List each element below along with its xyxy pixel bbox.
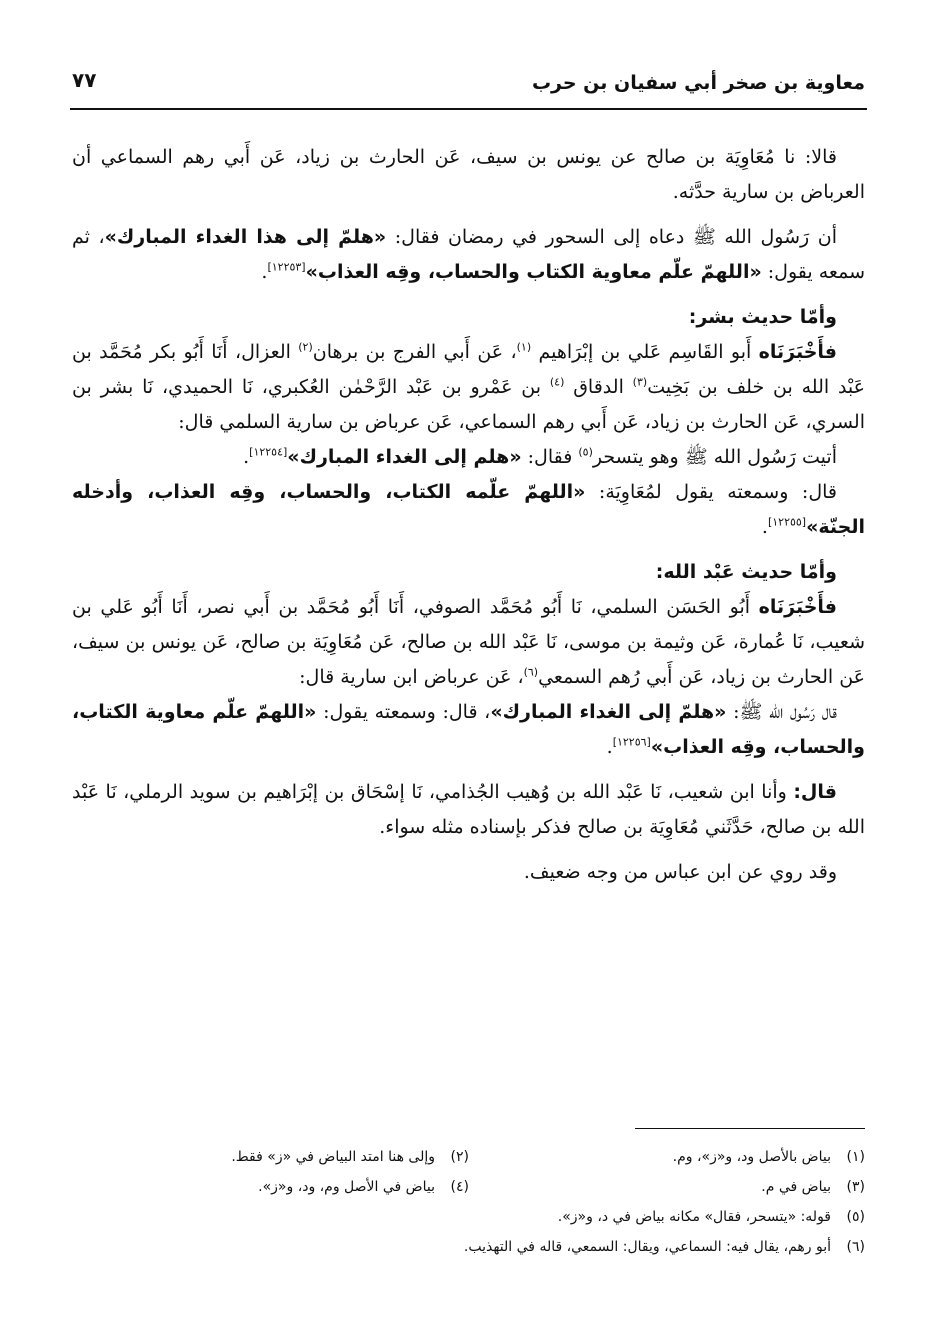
text-segment: بن عَمْرو بن عَبْد الرَّحْمٰن العُكبري، نَا الحميدي، نَا بشر بن السري، عَن الحارث بن زياد، عَن أَبي رهم السماعي، عَن عرباض بن سارية السلمي قال: — [72, 376, 865, 433]
footnote-row — [72, 1202, 865, 1232]
page-number: ٧٧ — [72, 68, 97, 92]
footnote-text: قوله: «يتسحر، فقال» مكانه بياض في د، و«ز». — [557, 1209, 831, 1225]
spacer — [72, 290, 865, 300]
isnad-lead: فأَخْبَرَنَاه — [758, 596, 837, 618]
text-segment: قال: وسمعته يقول لمُعَاوِيَة: — [585, 481, 837, 503]
paragraph-6 — [72, 590, 865, 695]
footnote-4 — [73, 1179, 469, 1195]
text-segment: أن رَسُول الله ﷺ دعاه إلى السحور في رمضان فقال: — [386, 226, 837, 248]
footnote-number: (٢) — [450, 1149, 469, 1165]
paragraph-9: وقد روي عن ابن عباس من وجه ضعيف. — [523, 861, 837, 883]
text-segment: ، عَن عرباض ابن سارية قال: — [299, 666, 524, 688]
footnote-marker: (٣) — [632, 375, 648, 389]
paragraph-3 — [72, 335, 865, 440]
hadith-reference: [١٢٢٥٤] — [249, 445, 288, 459]
footnote-2 — [73, 1149, 469, 1165]
text-segment: ، ثم سمعه يقول: — [72, 226, 865, 283]
hadith-quote: «اللهمّ علّمه الكتاب، والحساب، وقِه العذاب، وأدخله الجنّة» — [72, 481, 865, 538]
footnote-row — [72, 1232, 865, 1262]
spacer — [72, 765, 865, 775]
paragraph-5 — [72, 475, 865, 545]
text-segment: ، عَن أَبي الفرج بن برهان — [312, 341, 517, 363]
hadith-quote: «هلمّ إلى هذا الغداء المبارك» — [104, 226, 387, 248]
paragraph-1: قالا: نا مُعَاوِيَة بن صالح عن يونس بن سيف، عَن الحارث بن زياد، عَن أَبي رهم السماعي أن العرباض بن سارية حدَّثه. — [72, 146, 865, 203]
isnad-lead: فأَخْبَرَنَاه — [758, 341, 837, 363]
footnote-row — [72, 1172, 865, 1202]
spacer — [72, 210, 865, 220]
footnotes — [72, 1142, 865, 1262]
hadith-reference: [١٢٢٥٣] — [267, 260, 306, 274]
text-segment: قال رَسُول الله ﷺ: — [726, 701, 837, 723]
text-segment: فقال: — [521, 446, 579, 468]
header-rule — [70, 108, 867, 110]
hadith-reference: [١٢٢٥٦] — [612, 735, 651, 749]
footnote-marker: (٦) — [523, 665, 539, 679]
footnote-number: (٣) — [846, 1179, 865, 1195]
paragraph-4 — [72, 440, 865, 475]
footnote-number: (٤) — [450, 1179, 469, 1195]
footnote-text: بياض في الأصل وم، ود، و«ز». — [258, 1179, 435, 1195]
footnote-number: (٦) — [846, 1239, 865, 1255]
text-segment: . — [261, 261, 268, 283]
footnote-marker: (١) — [516, 340, 532, 354]
footnote-marker: (٥) — [578, 445, 593, 459]
running-title: معاوية بن صخر أبي سفيان بن حرب — [531, 72, 865, 94]
spacer — [72, 845, 865, 855]
footnote-number: (٥) — [846, 1209, 865, 1225]
footnote-5 — [558, 1209, 865, 1225]
section-heading-abdullah: وأمّا حديث عَبْد الله: — [655, 561, 837, 583]
text-segment: . — [243, 446, 250, 468]
main-text — [72, 140, 865, 890]
text-segment: أَبو القَاسِم عَلي بن إبْرَاهيم — [531, 341, 759, 363]
footnote-text: بياض بالأصل ود، و«ز»، وم. — [672, 1149, 831, 1165]
spacer — [72, 545, 865, 555]
paragraph-7 — [72, 695, 865, 765]
text-segment: أَبُو الحَسَن السلمي، نَا أَبُو مُحَمَّد الصوفي، أَنَا أَبُو مُحَمَّد بن أَبي نصر، أَنَا أَبُو عَلي بن شعيب، نَا عُمارة، عَن وثيمة بن موسى، نَا عَبْد الله بن صالح، عَن مُعَاوِيَة بن صالح، عَن يونس بن سيف، عَن الحارث بن زياد، عَن أَبي رُهم السمعي — [72, 596, 865, 688]
text-segment: الدقاق — [564, 376, 633, 398]
section-heading-bishr: وأمّا حديث بشر: — [688, 306, 837, 328]
footnote-text: وإلى هنا امتد البياض في «ز» فقط. — [231, 1149, 435, 1165]
footnote-rule — [635, 1128, 865, 1129]
footnote-1 — [469, 1149, 865, 1165]
footnote-marker: (٢) — [298, 340, 313, 354]
hadith-quote: «اللهمّ علّم معاوية الكتاب، والحساب، وقِه العذاب» — [72, 701, 865, 758]
footnote-3 — [469, 1179, 865, 1195]
footnote-row — [72, 1142, 865, 1172]
hadith-quote: «هلمّ إلى الغداء المبارك» — [490, 701, 727, 723]
hadith-quote: «هلم إلى الغداء المبارك» — [287, 446, 522, 468]
footnote-6 — [464, 1239, 865, 1255]
text-segment: أتيت رَسُول الله ﷺ وهو يتسحر — [592, 446, 837, 468]
text-segment: العزال، أَنَا أَبُو بكر مُحَمَّد بن عَبْد الله بن خلف بن بَخِيت — [72, 341, 866, 398]
hadith-reference: [١٢٢٥٥] — [767, 515, 807, 529]
footnote-number: (١) — [846, 1149, 865, 1165]
text-segment: ، قال: وسمعته يقول: — [316, 701, 491, 723]
text-segment: . — [761, 516, 768, 538]
footnote-text: أبو رهم، يقال فيه: السماعي، ويقال: السمعي، قاله في التهذيب. — [463, 1239, 831, 1255]
text-segment: . — [606, 736, 613, 758]
footnote-marker: (٤) — [549, 375, 565, 389]
footnote-text: بياض في م. — [761, 1179, 831, 1195]
paragraph-2 — [72, 220, 865, 290]
hadith-quote: «اللهمّ علّم معاوية الكتاب والحساب، وقِه العذاب» — [305, 261, 762, 283]
paragraph-8 — [72, 775, 865, 845]
text-segment: وأنا ابن شعيب، نَا عَبْد الله بن وُهيب الجُذامي، نَا إسْحَاق بن إبْرَاهيم بن سويد الرملي، نَا عَبْد الله بن صالح، حَدَّثَني مُعَاوِيَة بن صالح فذكر بإسناده مثله سواء. — [72, 781, 865, 838]
isnad-lead: قال: — [793, 781, 837, 803]
